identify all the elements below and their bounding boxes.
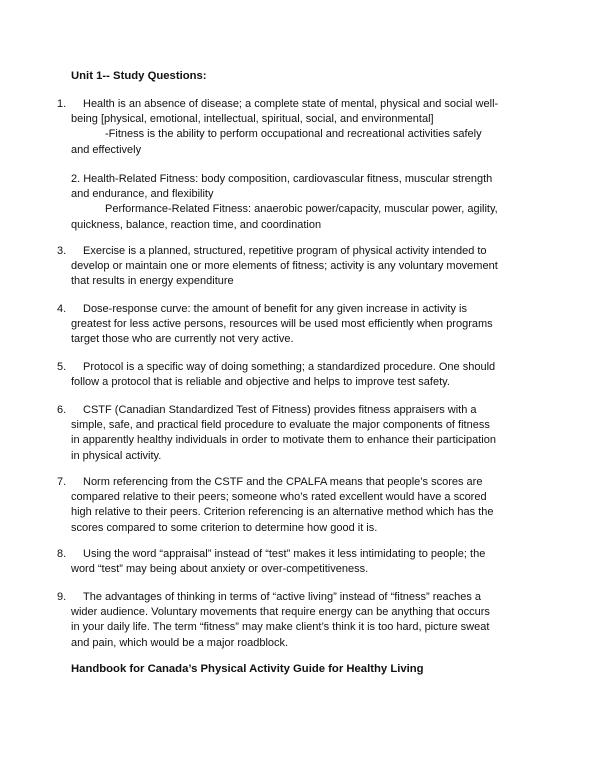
question-text-line: in physical activity. [71,449,162,462]
question-text-line: scores compared to some criterion to determine how good it is. [71,521,378,534]
question-text-line: and pain, which would be a major roadblock. [71,636,289,649]
question-text-line: in your daily life. The term “fitness” may make client’s think it is too hard, picture sweat [71,621,490,634]
question-text-line: quickness, balance, reaction time, and coordination [71,218,322,231]
question-text-line: Health is an absence of disease; a complete state of mental, physical and social well- [83,98,499,110]
study-question-5 [57,360,542,390]
question-text-line: and endurance, and flexibility [71,188,214,201]
study-question-6 [57,403,542,464]
question-number: 1. [57,98,67,110]
question-number: 4. [57,303,67,315]
page-title: Unit 1-- Study Questions: [71,70,207,82]
question-text-line: -Fitness is the ability to perform occupational and recreational activities safely [105,128,482,141]
study-question-3 [57,244,542,290]
question-number: 9. [57,591,67,603]
question-text-line: develop or maintain one or more elements of fitness; activity is any voluntary movement [71,260,498,273]
question-number: 3. [57,245,67,257]
question-number: 6. [57,404,67,416]
question-text-line: and effectively [71,143,142,156]
study-question-2 [71,172,551,233]
study-question-8 [57,547,542,577]
question-text-line: Exercise is a planned, structured, repetitive program of physical activity intended to [83,245,487,257]
question-text-line: Dose-response curve: the amount of benefit for any given increase in activity is [83,303,467,315]
question-text-line: word “test” may being about anxiety or over-competitiveness. [71,563,369,576]
question-text-line: compared relative to their peers; someone who’s rated excellent would have a scored [71,491,487,504]
section-heading: Handbook for Canada’s Physical Activity Guide for Healthy Living [71,663,424,675]
question-text-line: follow a protocol that is reliable and objective and helps to improve test safety. [71,376,450,389]
question-number: 5. [57,361,67,373]
question-text-line: greatest for less active persons, resources will be used most efficiently when programs [71,318,493,331]
question-text-line: target those who are currently not very active. [71,333,294,346]
question-text-line: Protocol is a specific way of doing something; a standardized procedure. One should [83,361,496,373]
question-number: 7. [57,476,67,488]
question-text-line: high relative to their peers. Criterion referencing is an alternative method which has the [71,506,494,519]
question-text-line: being [physical, emotional, intellectual, spiritual, social, and environmental] [71,113,434,126]
study-question-1 [57,97,542,158]
question-text-line: in apparently healthy individuals in order to motivate them to enhance their participation [71,434,496,447]
question-text-line: that results in energy expenditure [71,275,234,288]
question-text-line: simple, safe, and practical field procedure to evaluate the major components of fitness [71,419,490,432]
question-text-line: Performance-Related Fitness: anaerobic power/capacity, muscular power, agility, [105,203,498,216]
question-text-line: wider audience. Voluntary movements that require energy can be anything that occurs [71,606,490,619]
question-text-line: CSTF (Canadian Standardized Test of Fitness) provides fitness appraisers with a [83,404,477,416]
question-text-line: Using the word “appraisal” instead of “test” makes it less intimidating to people; the [83,548,486,560]
question-number: 8. [57,548,67,560]
study-question-4 [57,302,542,348]
question-text-line: The advantages of thinking in terms of “active living” instead of “fitness” reaches a [83,591,482,603]
question-text-line: 2. Health-Related Fitness: body composition, cardiovascular fitness, muscular strength [71,173,493,185]
question-text-line: Norm referencing from the CSTF and the CPALFA means that people’s scores are [83,476,483,488]
study-question-9 [57,590,542,651]
study-question-7 [57,475,542,536]
